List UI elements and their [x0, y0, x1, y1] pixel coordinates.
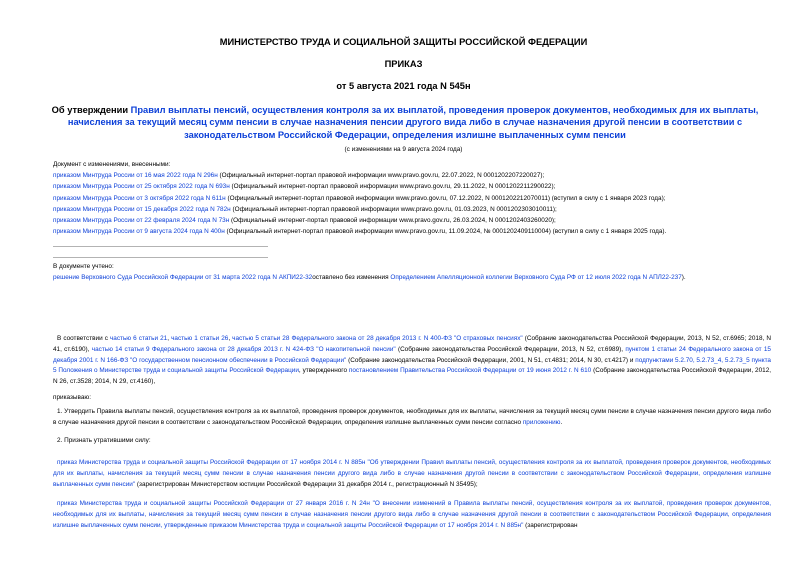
title-prefix: Об утверждении [51, 105, 131, 115]
amendment-source: (Официальный интернет-портал правовой информации www.pravo.gov.ru, 26.03.2024, N 0001202403260020); [229, 217, 556, 225]
basis-text: (Собрание законодательства Российской Федерации, 2001, N 51, ст.4831; 2014, N 30, ст.4217) и [346, 356, 636, 364]
amendment-link[interactable]: приказом Минтруда России от 16 мая 2022 года N 296н [53, 172, 218, 180]
ministry-heading: МИНИСТЕРСТВО ТРУДА И СОЦИАЛЬНОЙ ЗАЩИТЫ РОССИЙСКОЙ ФЕДЕРАЦИИ [219, 37, 588, 47]
order-date-number: от 5 августа 2021 года N 545н [336, 81, 471, 91]
legal-basis-paragraph [53, 334, 771, 388]
amendment-item [53, 170, 773, 181]
amendments-intro: Документ с изменениями, внесенными: [53, 161, 171, 168]
separator-line [53, 257, 268, 258]
court-decision-text: оставлено без изменения [312, 274, 391, 282]
basis-text: (Собрание законодательства Российской Федерации, 2013, N 52, ст.6965; 2018, N 41, ст.6190), [53, 335, 771, 353]
basis-text: , [167, 335, 172, 342]
repealed-order-link[interactable]: приказ Министерства труда и социальной защиты Российской Федерации от 27 января 2016 г. N 24н "О внесении изменений в Правила выплаты пенсий, осуществления контроля за их выплатой, проведения проверок документов, необходимых для их выплаты, начисления за текущий месяц сумм пенсии в случае назначения пенсии другого вида либо в случае назначения другой пенсии в соответствии с законодательством Российской Федерации, определения излишне выплаченных сумм пенсии, утвержденные приказом Министерства труда и социальной защиты Российской Федерации от 17 ноября 2014 г. N 885н" [53, 500, 771, 529]
item-1-paragraph [53, 407, 771, 429]
amendment-link[interactable]: приказом Минтруда России от 15 декабря 2022 года N 782н [53, 205, 231, 213]
basis-link[interactable]: частью 6 статьи 21 [109, 335, 168, 342]
basis-link[interactable]: постановлением Правительства Российской Федерации от 19 июня 2012 г. N 610 [348, 367, 592, 375]
amendment-item [53, 181, 773, 192]
basis-text: , утвержденного [298, 367, 349, 375]
basis-text: В соответствии с [57, 335, 110, 342]
amendment-item [53, 193, 773, 204]
amendment-link[interactable]: приказом Минтруда России от 22 февраля 2024 года N 73н [53, 217, 230, 225]
court-decision-block [53, 261, 773, 283]
item-2-text: 2. Признать утратившими силу: [57, 437, 151, 444]
document-title [36, 104, 774, 141]
basis-text: (Собрание законодательства Российской Федерации, 2012, N 26, ст.3528; 2014, N 29, ст.4160), [53, 367, 772, 386]
order-word: приказываю: [53, 394, 91, 401]
basis-text: , [228, 335, 233, 342]
appeal-ruling-link[interactable]: Определением Апелляционной коллегии Верховного Суда РФ от 12 июля 2022 года N АПЛ22-237 [390, 274, 682, 282]
court-decision-end: ). [681, 274, 686, 282]
title-rules-link[interactable]: Правил выплаты пенсий, осуществления контроля за их выплатой, проведения проверок документов, необходимых для их выплаты, начисления за текущий месяц сумм пенсии в случае назначения пенсии другого вида либо в случае назначения другой пенсии в соответствии с законодательством Российской Федерации, определения излишне выплаченных сумм пенсии [67, 105, 759, 140]
court-intro: В документе учтено: [53, 263, 114, 270]
amendment-link[interactable]: приказом Минтруда России от 3 октября 2022 года N 611н [53, 194, 226, 202]
repealed-order-link[interactable]: приказ Министерства труда и социальной защиты Российской Федерации от 17 ноября 2014 г. N 885н "Об утверждении Правил выплаты пенсий, осуществления контроля за их выплатой, проведения проверок документов, необходимых для их выплаты, начисления за текущий месяц сумм пенсии в случае назначения пенсии другого вида либо в случае назначения другой пенсии в соответствии с законодательством Российской Федерации, определения излишне выплаченных сумм пенсии" [53, 459, 771, 488]
basis-link[interactable]: частью 5 статьи 28 Федерального закона от 28 декабря 2013 г. N 400-ФЗ "О страховых пенсиях" [232, 335, 523, 342]
amendment-item [53, 226, 773, 237]
amendment-source: (Официальный интернет-портал правовой информации www.pravo.gov.ru, 01.03.2023, N 0001202303010011); [230, 205, 557, 213]
court-decision [53, 272, 773, 283]
amendment-link[interactable]: приказом Минтруда России от 25 октября 2022 года N 693н [53, 183, 230, 191]
document-type: ПРИКАЗ [384, 59, 423, 69]
amendment-source: (Официальный интернет-портал правовой информации www.pravo.gov.ru, 07.12.2022, N 0001202212070011) (вступил в силу с 1 января 2023 года); [225, 194, 666, 202]
repealed-order-registration: (зарегистрирован Министерством юстиции Российской Федерации 31 декабря 2014 г., регистрационный N 35495); [135, 480, 478, 488]
repealed-order-1 [53, 458, 771, 490]
amendment-item [53, 215, 773, 226]
repealed-order-2 [53, 499, 771, 531]
amendment-source: (Официальный интернет-портал правовой информации www.pravo.gov.ru, 22.07.2022, N 0001202207220027); [217, 172, 545, 180]
amendments-block [53, 159, 773, 237]
basis-link[interactable]: пунктом 1 статьи 24 Федерального закона от 15 декабря 2001 г. N 166-ФЗ "О государственном пенсионном обеспечении в Российской Федерации" [53, 345, 771, 364]
amendment-item [53, 204, 773, 215]
amendment-link[interactable]: приказом Минтруда России от 9 августа 2024 года N 400н [53, 228, 225, 236]
basis-link[interactable]: частью 14 статьи 9 Федерального закона от 28 декабря 2013 г. N 424-ФЗ "О накопительной пенсии" [91, 345, 396, 353]
basis-link[interactable]: подпунктами 5.2.70, 5.2.73_4, 5.2.73_5 пункта 5 Положения о Министерстве труда и социальной защиты Российской Федерации [53, 356, 771, 375]
item-1-text: 1. Утвердить Правила выплаты пенсий, осуществления контроля за их выплатой, проведения проверок документов, необходимых для их выплаты, начисления за текущий месяц сумм пенсии в случае назначения пенсии другого вида либо в случае назначения другой пенсии в соответствии с законодательством Российской Федерации, определения излишне выплаченных сумм пенсии согласно [53, 408, 771, 426]
amendment-source: (Официальный интернет-портал правовой информации www.pravo.gov.ru, 11.09.2024, № 0001202409110004) (вступил в силу с 1 января 2025 года). [224, 228, 667, 236]
amendment-source: (Официальный интернет-портал правовой информации www.pravo.gov.ru, 29.11.2022, N 0001202211290022); [229, 183, 556, 191]
basis-link[interactable]: частью 1 статьи 26 [171, 335, 229, 342]
item-2-paragraph [53, 436, 453, 447]
court-decision-link[interactable]: решение Верховного Суда Российской Федерации от 31 марта 2022 года N АКПИ22-32 [53, 274, 313, 282]
basis-text: (Собрание законодательства Российской Федерации, 2013, N 52, ст.6989), [395, 345, 626, 353]
item-1-end: . [560, 418, 563, 426]
separator-line [53, 246, 268, 247]
repealed-order-registration: (зарегистрирован [523, 521, 578, 529]
appendix-link[interactable]: приложению [522, 418, 561, 426]
revision-note: (с изменениями на 9 августа 2024 года) [344, 146, 463, 153]
